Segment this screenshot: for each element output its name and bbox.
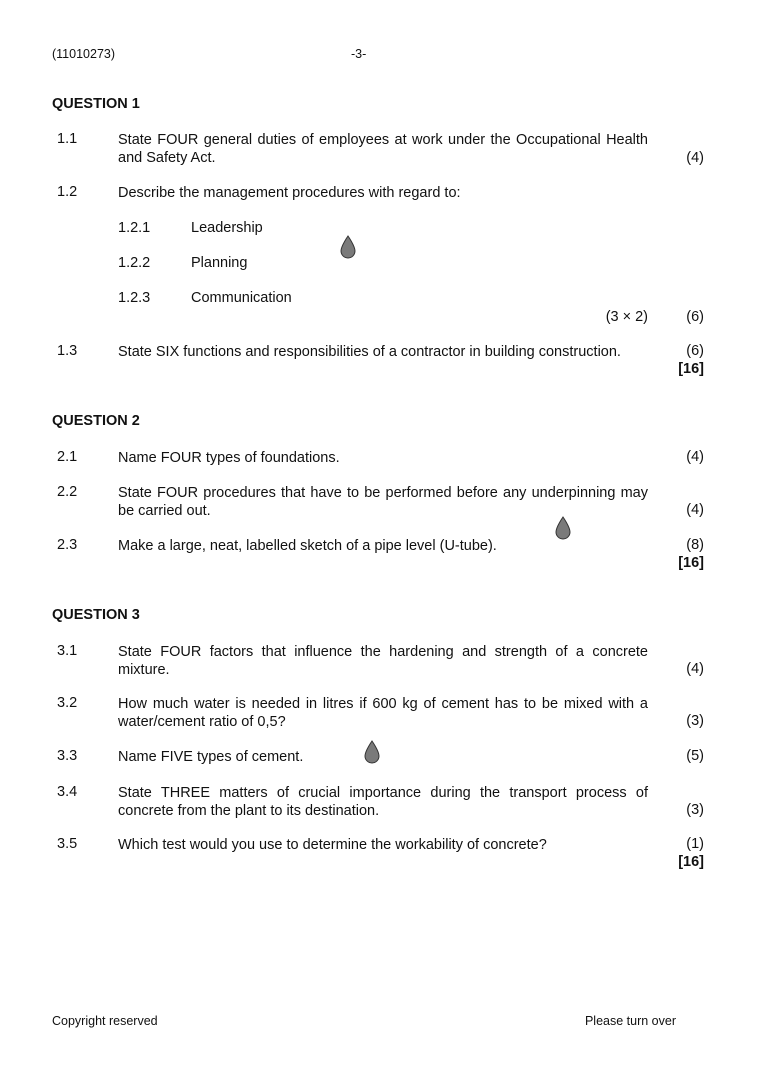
item-mark: (3) [686,802,704,818]
item-mark: (4) [686,150,704,166]
item-text: Make a large, neat, labelled sketch of a pipe level (U-tube). [118,538,497,554]
question-total: [16] [678,854,704,870]
item-number: 3.3 [57,748,78,764]
item-text: Describe the management procedures with regard to: [118,185,461,201]
item-number: 2.2 [57,484,78,500]
question-2-title: QUESTION 2 [52,413,140,429]
item-text: State FOUR general duties of employees at work under the Occupational Health and Safety Act. [118,132,648,166]
item-number: 3.5 [57,836,78,852]
item-number: 1.3 [57,343,78,359]
item-mark: (8) [686,537,704,553]
mark-calculation: (3 × 2) [605,309,648,325]
item-text: State FOUR procedures that have to be performed before any underpinning may be carried out. [118,485,648,519]
item-number: 2.3 [57,537,78,553]
footer-copyright: Copyright reserved [52,1014,158,1028]
question-total: [16] [678,361,704,377]
subitem-number: 1.2.3 [118,290,151,306]
item-text: Which test would you use to determine the workability of concrete? [118,837,547,853]
item-number: 3.1 [57,643,78,659]
item-text: Name FIVE types of cement. [118,749,304,765]
item-text: Name FOUR types of foundations. [118,450,340,466]
item-mark: (4) [686,502,704,518]
item-mark: (3) [686,713,704,729]
item-mark: (4) [686,661,704,677]
item-mark: (5) [686,748,704,764]
item-text: State SIX functions and responsibilities of a contractor in building construction. [118,344,621,360]
water-drop-icon [555,516,571,540]
item-number: 3.4 [57,784,78,800]
footer-turn-over: Please turn over [584,1014,676,1028]
subitem-label: Planning [191,255,248,271]
item-text: How much water is needed in litres if 600 kg of cement has to be mixed with a water/cement ratio of 0,5? [118,696,648,730]
item-number: 3.2 [57,695,78,711]
subitem-label: Leadership [191,220,263,236]
document-code: (11010273) [52,47,116,61]
item-number: 1.1 [57,131,78,147]
item-number: 2.1 [57,449,78,465]
item-text: State THREE matters of crucial importance during the transport process of concrete from the plant to its destination. [118,785,648,819]
subitem-number: 1.2.2 [118,255,151,271]
item-mark: (4) [686,449,704,465]
page-number: -3- [351,47,367,61]
question-total: [16] [678,555,704,571]
item-mark: (6) [686,309,704,325]
item-text: State FOUR factors that influence the hardening and strength of a concrete mixture. [118,644,648,678]
item-mark: (1) [686,836,704,852]
water-drop-icon [340,235,356,259]
subitem-number: 1.2.1 [118,220,151,236]
question-1-title: QUESTION 1 [52,96,140,112]
item-number: 1.2 [57,184,78,200]
subitem-label: Communication [191,290,292,306]
question-3-title: QUESTION 3 [52,607,140,623]
item-mark: (6) [686,343,704,359]
water-drop-icon [364,740,380,764]
